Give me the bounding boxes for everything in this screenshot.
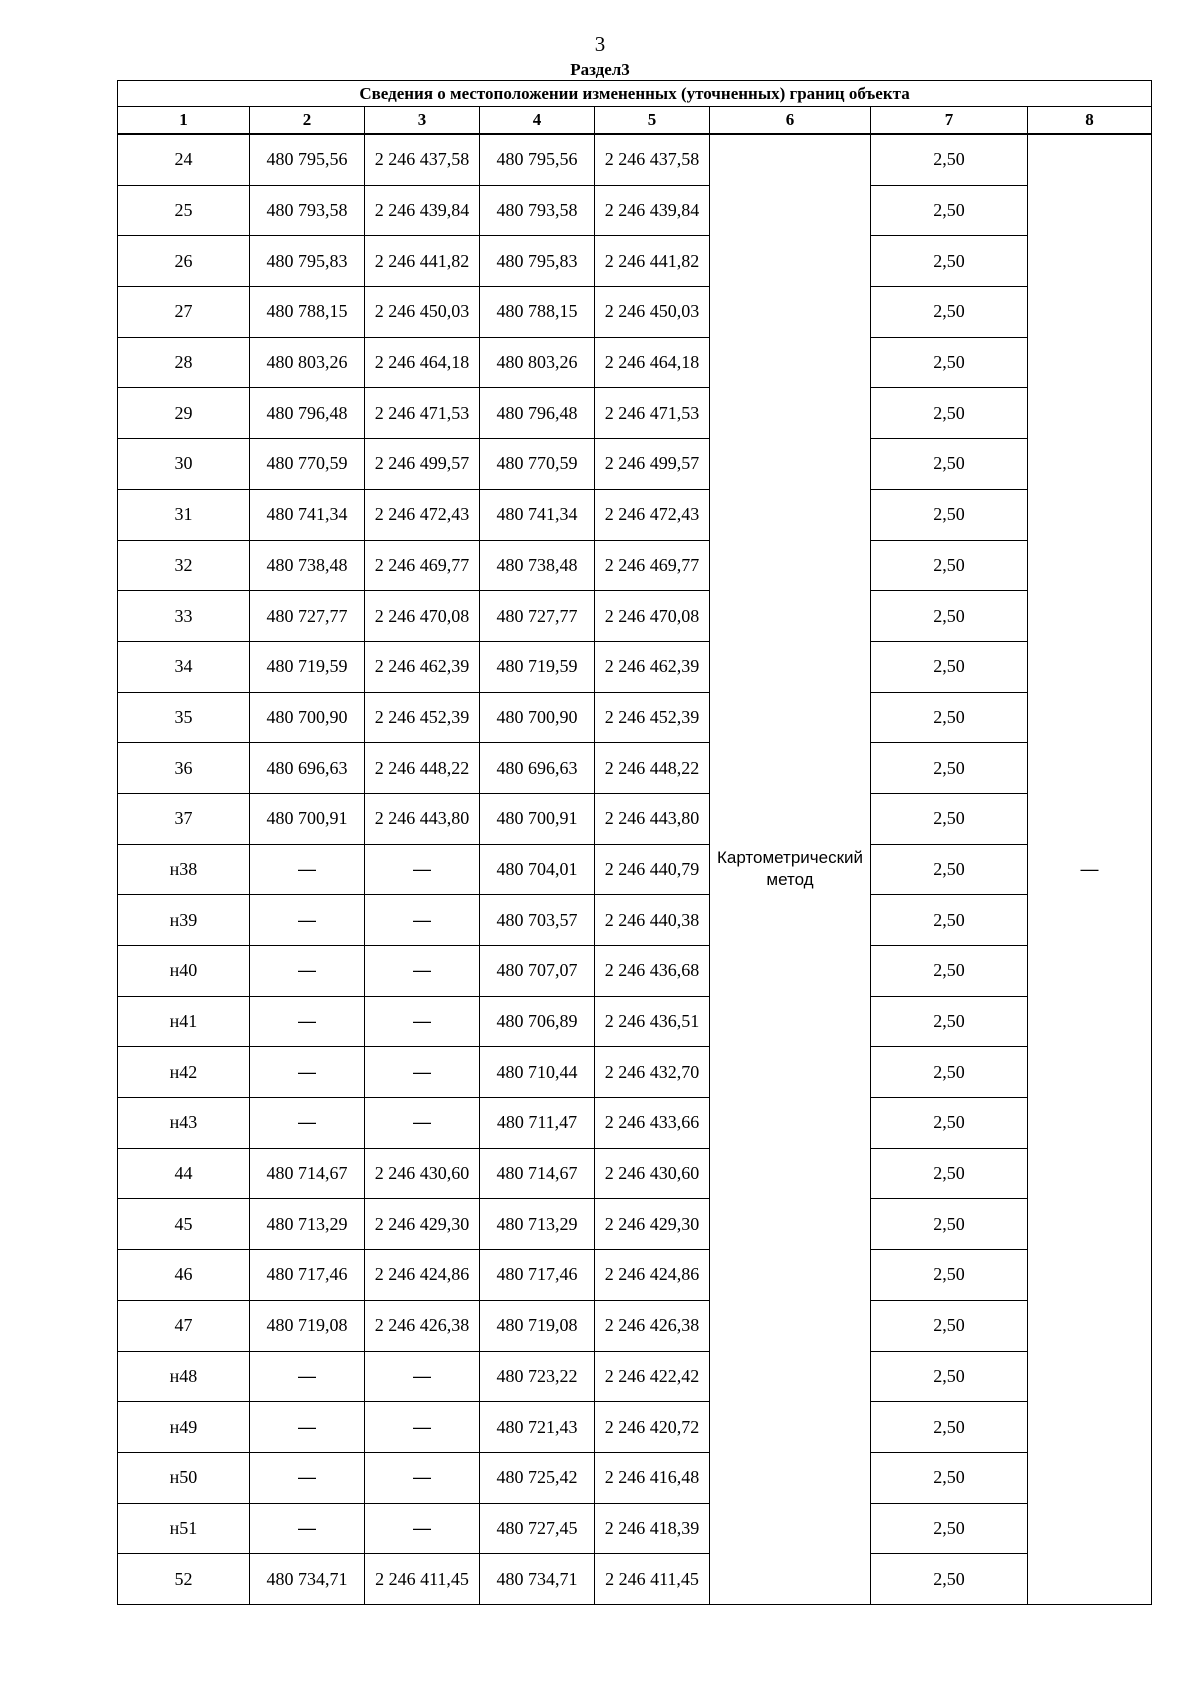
cell-y-old: — bbox=[365, 895, 480, 946]
cell-point: 44 bbox=[118, 1148, 250, 1199]
cell-accuracy: 2,50 bbox=[871, 489, 1028, 540]
cell-point: н40 bbox=[118, 946, 250, 997]
cell-y-new: 2 246 436,68 bbox=[595, 946, 710, 997]
cell-point: н48 bbox=[118, 1351, 250, 1402]
column-number-8: 8 bbox=[1028, 107, 1152, 135]
cell-x-old: 480 770,59 bbox=[250, 439, 365, 490]
cell-method: Картометрический метод bbox=[710, 134, 871, 1604]
cell-y-new: 2 246 429,30 bbox=[595, 1199, 710, 1250]
cell-accuracy: 2,50 bbox=[871, 1402, 1028, 1453]
cell-x-new: 480 713,29 bbox=[480, 1199, 595, 1250]
cell-point: 37 bbox=[118, 793, 250, 844]
cell-y-old: 2 246 439,84 bbox=[365, 185, 480, 236]
column-number-row bbox=[118, 107, 1152, 135]
cell-y-new: 2 246 426,38 bbox=[595, 1300, 710, 1351]
cell-y-old: 2 246 424,86 bbox=[365, 1250, 480, 1301]
cell-accuracy: 2,50 bbox=[871, 591, 1028, 642]
cell-y-new: 2 246 448,22 bbox=[595, 743, 710, 794]
cell-y-new: 2 246 450,03 bbox=[595, 287, 710, 338]
cell-x-old: 480 803,26 bbox=[250, 337, 365, 388]
cell-point: 30 bbox=[118, 439, 250, 490]
cell-x-new: 480 696,63 bbox=[480, 743, 595, 794]
cell-y-old: 2 246 470,08 bbox=[365, 591, 480, 642]
cell-point: 46 bbox=[118, 1250, 250, 1301]
cell-y-new: 2 246 443,80 bbox=[595, 793, 710, 844]
cell-x-new: 480 723,22 bbox=[480, 1351, 595, 1402]
cell-accuracy: 2,50 bbox=[871, 844, 1028, 895]
cell-y-old: 2 246 471,53 bbox=[365, 388, 480, 439]
cell-x-new: 480 700,90 bbox=[480, 692, 595, 743]
cell-accuracy: 2,50 bbox=[871, 1503, 1028, 1554]
cell-y-new: 2 246 424,86 bbox=[595, 1250, 710, 1301]
table-row bbox=[118, 1351, 1152, 1402]
cell-point: 52 bbox=[118, 1554, 250, 1605]
cell-column-8: — bbox=[1028, 134, 1152, 1604]
cell-point: 32 bbox=[118, 540, 250, 591]
cell-point: 28 bbox=[118, 337, 250, 388]
table-row bbox=[118, 1503, 1152, 1554]
cell-y-old: — bbox=[365, 844, 480, 895]
table-row bbox=[118, 844, 1152, 895]
table-row bbox=[118, 1199, 1152, 1250]
column-number-3: 3 bbox=[365, 107, 480, 135]
cell-y-new: 2 246 499,57 bbox=[595, 439, 710, 490]
cell-x-old: — bbox=[250, 1351, 365, 1402]
cell-point: н51 bbox=[118, 1503, 250, 1554]
table-row bbox=[118, 134, 1152, 185]
cell-accuracy: 2,50 bbox=[871, 692, 1028, 743]
cell-accuracy: 2,50 bbox=[871, 1199, 1028, 1250]
cell-accuracy: 2,50 bbox=[871, 439, 1028, 490]
cell-point: 31 bbox=[118, 489, 250, 540]
cell-y-old: 2 246 411,45 bbox=[365, 1554, 480, 1605]
cell-accuracy: 2,50 bbox=[871, 388, 1028, 439]
section-title: Раздел3 bbox=[570, 60, 630, 79]
cell-y-new: 2 246 440,38 bbox=[595, 895, 710, 946]
cell-point: н43 bbox=[118, 1098, 250, 1149]
cell-y-new: 2 246 420,72 bbox=[595, 1402, 710, 1453]
cell-x-new: 480 793,58 bbox=[480, 185, 595, 236]
cell-point: 45 bbox=[118, 1199, 250, 1250]
cell-y-new: 2 246 436,51 bbox=[595, 996, 710, 1047]
table-row bbox=[118, 489, 1152, 540]
cell-x-old: 480 796,48 bbox=[250, 388, 365, 439]
cell-accuracy: 2,50 bbox=[871, 946, 1028, 997]
cell-point: 24 bbox=[118, 134, 250, 185]
cell-x-new: 480 721,43 bbox=[480, 1402, 595, 1453]
cell-y-new: 2 246 470,08 bbox=[595, 591, 710, 642]
cell-y-old: — bbox=[365, 1503, 480, 1554]
cell-y-old: — bbox=[365, 1098, 480, 1149]
cell-x-new: 480 734,71 bbox=[480, 1554, 595, 1605]
cell-x-old: — bbox=[250, 1402, 365, 1453]
cell-y-new: 2 246 471,53 bbox=[595, 388, 710, 439]
cell-x-new: 480 700,91 bbox=[480, 793, 595, 844]
cell-x-old: 480 719,59 bbox=[250, 641, 365, 692]
column-number-1: 1 bbox=[118, 107, 250, 135]
cell-x-old: — bbox=[250, 895, 365, 946]
cell-y-old: — bbox=[365, 946, 480, 997]
table-row bbox=[118, 591, 1152, 642]
cell-y-new: 2 246 411,45 bbox=[595, 1554, 710, 1605]
cell-x-new: 480 795,56 bbox=[480, 134, 595, 185]
table-row bbox=[118, 895, 1152, 946]
table-row bbox=[118, 185, 1152, 236]
cell-accuracy: 2,50 bbox=[871, 540, 1028, 591]
cell-y-old: 2 246 426,38 bbox=[365, 1300, 480, 1351]
cell-point: н39 bbox=[118, 895, 250, 946]
cell-x-new: 480 727,77 bbox=[480, 591, 595, 642]
cell-accuracy: 2,50 bbox=[871, 337, 1028, 388]
cell-y-old: — bbox=[365, 1452, 480, 1503]
cell-accuracy: 2,50 bbox=[871, 1250, 1028, 1301]
cell-y-new: 2 246 452,39 bbox=[595, 692, 710, 743]
cell-y-old: — bbox=[365, 1047, 480, 1098]
cell-x-new: 480 788,15 bbox=[480, 287, 595, 338]
table-row bbox=[118, 641, 1152, 692]
cell-x-new: 480 741,34 bbox=[480, 489, 595, 540]
table-row bbox=[118, 236, 1152, 287]
column-number-2: 2 bbox=[250, 107, 365, 135]
cell-x-old: — bbox=[250, 1098, 365, 1149]
cell-y-new: 2 246 416,48 bbox=[595, 1452, 710, 1503]
cell-point: 26 bbox=[118, 236, 250, 287]
cell-accuracy: 2,50 bbox=[871, 1098, 1028, 1149]
table-body bbox=[118, 134, 1152, 1604]
cell-x-old: 480 714,67 bbox=[250, 1148, 365, 1199]
cell-y-old: 2 246 499,57 bbox=[365, 439, 480, 490]
cell-accuracy: 2,50 bbox=[871, 1452, 1028, 1503]
cell-x-new: 480 725,42 bbox=[480, 1452, 595, 1503]
cell-accuracy: 2,50 bbox=[871, 793, 1028, 844]
cell-x-new: 480 770,59 bbox=[480, 439, 595, 490]
column-number-5: 5 bbox=[595, 107, 710, 135]
cell-y-old: 2 246 441,82 bbox=[365, 236, 480, 287]
cell-x-old: 480 719,08 bbox=[250, 1300, 365, 1351]
cell-x-old: — bbox=[250, 1452, 365, 1503]
cell-y-old: — bbox=[365, 996, 480, 1047]
cell-y-new: 2 246 462,39 bbox=[595, 641, 710, 692]
cell-accuracy: 2,50 bbox=[871, 1047, 1028, 1098]
cell-x-old: 480 741,34 bbox=[250, 489, 365, 540]
cell-x-new: 480 738,48 bbox=[480, 540, 595, 591]
cell-x-old: — bbox=[250, 844, 365, 895]
column-number-7: 7 bbox=[871, 107, 1028, 135]
cell-point: н38 bbox=[118, 844, 250, 895]
cell-y-old: 2 246 448,22 bbox=[365, 743, 480, 794]
table-row bbox=[118, 1148, 1152, 1199]
cell-x-new: 480 795,83 bbox=[480, 236, 595, 287]
cell-y-new: 2 246 440,79 bbox=[595, 844, 710, 895]
table-row bbox=[118, 1047, 1152, 1098]
cell-y-new: 2 246 437,58 bbox=[595, 134, 710, 185]
cell-x-old: 480 727,77 bbox=[250, 591, 365, 642]
cell-y-old: 2 246 464,18 bbox=[365, 337, 480, 388]
cell-y-new: 2 246 418,39 bbox=[595, 1503, 710, 1554]
cell-x-old: — bbox=[250, 996, 365, 1047]
cell-y-old: 2 246 429,30 bbox=[365, 1199, 480, 1250]
cell-x-old: — bbox=[250, 1503, 365, 1554]
cell-y-new: 2 246 432,70 bbox=[595, 1047, 710, 1098]
cell-accuracy: 2,50 bbox=[871, 895, 1028, 946]
table-row bbox=[118, 1300, 1152, 1351]
cell-x-old: 480 700,91 bbox=[250, 793, 365, 844]
cell-x-new: 480 719,59 bbox=[480, 641, 595, 692]
cell-point: н42 bbox=[118, 1047, 250, 1098]
cell-y-old: 2 246 437,58 bbox=[365, 134, 480, 185]
cell-y-old: 2 246 443,80 bbox=[365, 793, 480, 844]
cell-y-old: 2 246 469,77 bbox=[365, 540, 480, 591]
table-row bbox=[118, 1554, 1152, 1605]
cell-accuracy: 2,50 bbox=[871, 287, 1028, 338]
table-row bbox=[118, 287, 1152, 338]
cell-x-old: 480 696,63 bbox=[250, 743, 365, 794]
cell-y-new: 2 246 464,18 bbox=[595, 337, 710, 388]
table-row bbox=[118, 946, 1152, 997]
column-number-6: 6 bbox=[710, 107, 871, 135]
table-row bbox=[118, 1250, 1152, 1301]
cell-y-new: 2 246 430,60 bbox=[595, 1148, 710, 1199]
table-row bbox=[118, 1098, 1152, 1149]
cell-point: 36 bbox=[118, 743, 250, 794]
table-row bbox=[118, 439, 1152, 490]
cell-point: 27 bbox=[118, 287, 250, 338]
cell-x-old: 480 788,15 bbox=[250, 287, 365, 338]
cell-x-new: 480 703,57 bbox=[480, 895, 595, 946]
cell-x-old: 480 717,46 bbox=[250, 1250, 365, 1301]
cell-x-new: 480 704,01 bbox=[480, 844, 595, 895]
cell-point: 29 bbox=[118, 388, 250, 439]
cell-y-new: 2 246 422,42 bbox=[595, 1351, 710, 1402]
page-number: 3 bbox=[594, 32, 606, 56]
cell-x-new: 480 714,67 bbox=[480, 1148, 595, 1199]
cell-accuracy: 2,50 bbox=[871, 1351, 1028, 1402]
cell-y-new: 2 246 469,77 bbox=[595, 540, 710, 591]
cell-accuracy: 2,50 bbox=[871, 1554, 1028, 1605]
cell-x-new: 480 719,08 bbox=[480, 1300, 595, 1351]
cell-x-old: 480 795,56 bbox=[250, 134, 365, 185]
cell-point: 25 bbox=[118, 185, 250, 236]
cell-y-new: 2 246 472,43 bbox=[595, 489, 710, 540]
boundary-coordinates-table bbox=[117, 80, 1152, 1605]
cell-x-new: 480 803,26 bbox=[480, 337, 595, 388]
table-row bbox=[118, 692, 1152, 743]
cell-y-old: 2 246 430,60 bbox=[365, 1148, 480, 1199]
cell-y-new: 2 246 433,66 bbox=[595, 1098, 710, 1149]
cell-x-old: 480 793,58 bbox=[250, 185, 365, 236]
cell-accuracy: 2,50 bbox=[871, 743, 1028, 794]
cell-x-new: 480 710,44 bbox=[480, 1047, 595, 1098]
cell-x-old: — bbox=[250, 1047, 365, 1098]
cell-accuracy: 2,50 bbox=[871, 185, 1028, 236]
cell-accuracy: 2,50 bbox=[871, 996, 1028, 1047]
table-row bbox=[118, 337, 1152, 388]
cell-y-old: 2 246 462,39 bbox=[365, 641, 480, 692]
cell-point: н49 bbox=[118, 1402, 250, 1453]
table-caption: Сведения о местоположении измененных (уточненных) границ объекта bbox=[118, 81, 1152, 107]
cell-y-old: — bbox=[365, 1351, 480, 1402]
cell-accuracy: 2,50 bbox=[871, 641, 1028, 692]
cell-x-old: 480 700,90 bbox=[250, 692, 365, 743]
cell-accuracy: 2,50 bbox=[871, 236, 1028, 287]
column-number-4: 4 bbox=[480, 107, 595, 135]
cell-point: 47 bbox=[118, 1300, 250, 1351]
cell-x-old: 480 795,83 bbox=[250, 236, 365, 287]
table-row bbox=[118, 743, 1152, 794]
cell-point: 35 bbox=[118, 692, 250, 743]
cell-x-old: 480 734,71 bbox=[250, 1554, 365, 1605]
table-row bbox=[118, 540, 1152, 591]
table-row bbox=[118, 793, 1152, 844]
cell-x-old: 480 738,48 bbox=[250, 540, 365, 591]
table-row bbox=[118, 1452, 1152, 1503]
cell-y-new: 2 246 441,82 bbox=[595, 236, 710, 287]
cell-x-new: 480 717,46 bbox=[480, 1250, 595, 1301]
cell-point: 33 bbox=[118, 591, 250, 642]
cell-accuracy: 2,50 bbox=[871, 1148, 1028, 1199]
cell-point: н50 bbox=[118, 1452, 250, 1503]
cell-point: н41 bbox=[118, 996, 250, 1047]
cell-x-new: 480 707,07 bbox=[480, 946, 595, 997]
cell-y-old: 2 246 472,43 bbox=[365, 489, 480, 540]
table-row bbox=[118, 388, 1152, 439]
cell-x-new: 480 727,45 bbox=[480, 1503, 595, 1554]
cell-y-old: 2 246 452,39 bbox=[365, 692, 480, 743]
cell-accuracy: 2,50 bbox=[871, 134, 1028, 185]
cell-x-new: 480 711,47 bbox=[480, 1098, 595, 1149]
cell-y-old: 2 246 450,03 bbox=[365, 287, 480, 338]
cell-y-old: — bbox=[365, 1402, 480, 1453]
cell-x-new: 480 706,89 bbox=[480, 996, 595, 1047]
cell-x-old: 480 713,29 bbox=[250, 1199, 365, 1250]
cell-y-new: 2 246 439,84 bbox=[595, 185, 710, 236]
cell-accuracy: 2,50 bbox=[871, 1300, 1028, 1351]
cell-x-old: — bbox=[250, 946, 365, 997]
cell-point: 34 bbox=[118, 641, 250, 692]
cell-x-new: 480 796,48 bbox=[480, 388, 595, 439]
table-row bbox=[118, 996, 1152, 1047]
table-row bbox=[118, 1402, 1152, 1453]
